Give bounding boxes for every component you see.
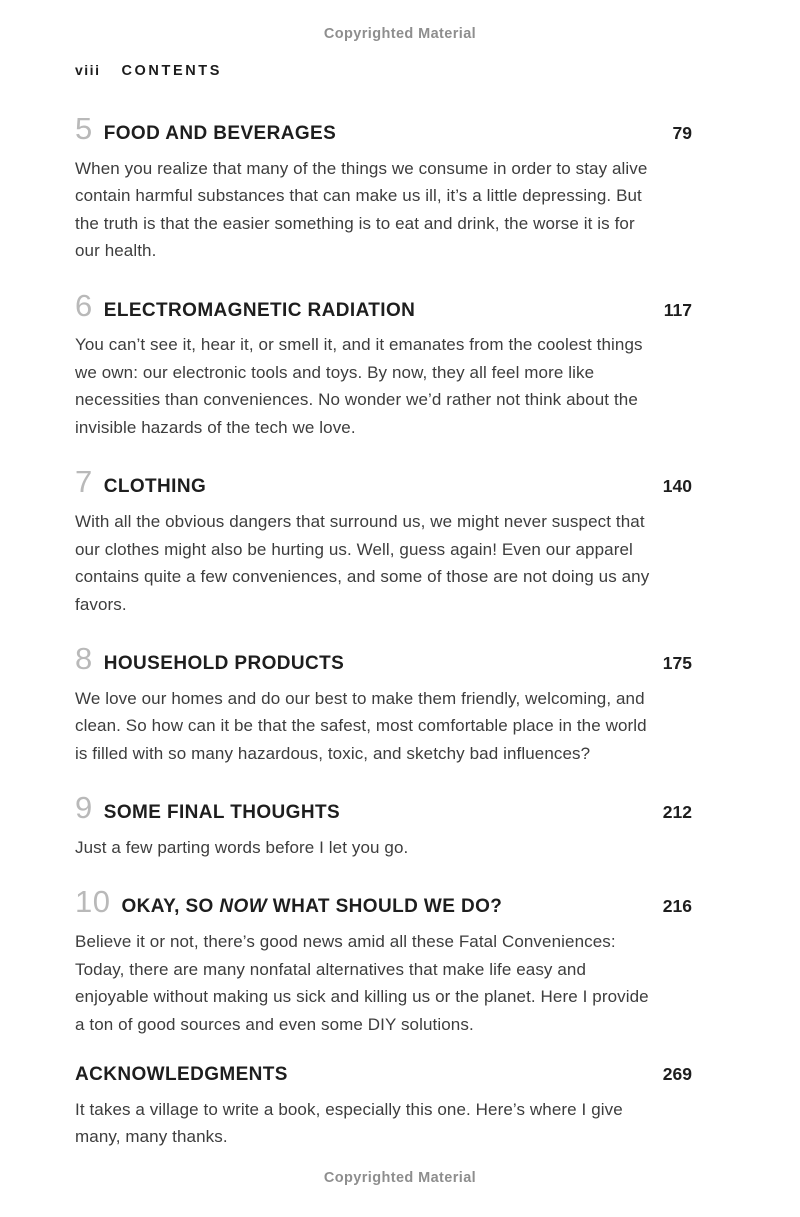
chapter-page-number: 216 bbox=[662, 896, 692, 917]
chapter-number: 6 bbox=[75, 287, 93, 323]
chapter-heading-row bbox=[75, 643, 692, 677]
toc-entry-chapter-9 bbox=[75, 792, 692, 861]
chapter-page-number: 175 bbox=[662, 653, 692, 674]
chapter-title: FOOD AND BEVERAGES bbox=[103, 123, 337, 144]
chapter-number: 8 bbox=[75, 641, 93, 677]
chapter-title: ELECTROMAGNETIC RADIATION bbox=[103, 299, 416, 321]
chapter-page-number: 117 bbox=[663, 299, 692, 320]
table-of-contents bbox=[75, 113, 692, 1151]
toc-entry-chapter-10 bbox=[75, 886, 692, 1038]
chapter-description: You can’t see it, hear it, or smell it, and it emanates from the coolest things we own: our electronic tools and toys. By now, they all feel more like necessities than conveniences. No wonder we’d rather not think about the invisible hazards of the tech we love. bbox=[75, 335, 643, 437]
chapter-title: SOME FINAL THOUGHTS bbox=[103, 802, 341, 824]
chapter-heading-row bbox=[75, 886, 692, 920]
chapter-description: We love our homes and do our best to make them friendly, welcoming, and clean. So how can it be that the safest, most comfortable place in the world is filled with so many hazardous, toxic, and sketchy bad influences? bbox=[75, 688, 647, 763]
chapter-heading-row bbox=[75, 287, 692, 324]
chapter-title: ACKNOWLEDGMENTS bbox=[75, 1064, 288, 1086]
toc-entry-chapter-6 bbox=[75, 287, 692, 442]
chapter-page-number: 140 bbox=[662, 476, 692, 497]
toc-entry-chapter-8 bbox=[75, 643, 692, 767]
running-head-contents: CONTENTS bbox=[121, 63, 223, 79]
toc-entry-chapter-7 bbox=[75, 466, 692, 618]
chapter-number: 5 bbox=[75, 111, 93, 146]
chapter-title: CLOTHING bbox=[103, 476, 207, 498]
chapter-title-part: WHAT SHOULD WE DO? bbox=[267, 896, 503, 918]
page-header bbox=[75, 62, 692, 79]
toc-entry-chapter-5 bbox=[75, 113, 692, 265]
chapter-description: When you realize that many of the things we consume in order to stay alive contain harmful substances that can make us ill, it’s a little depressing. But the truth is that the easier something is to eat and drink, the worse it is for our health. bbox=[75, 158, 648, 261]
chapter-number: 9 bbox=[75, 790, 93, 826]
chapter-description: It takes a village to write a book, especially this one. Here’s where I give many, many thanks. bbox=[75, 1099, 623, 1147]
chapter-number: 10 bbox=[75, 884, 111, 920]
chapter-description: Just a few parting words before I let you go. bbox=[75, 837, 409, 857]
chapter-title-part: OKAY, SO bbox=[121, 896, 220, 918]
copyright-watermark-top: Copyrighted Material bbox=[323, 26, 477, 42]
chapter-title-emphasis: NOW bbox=[219, 896, 268, 918]
chapter-heading-row bbox=[75, 792, 692, 826]
toc-entry-acknowledgments bbox=[75, 1063, 692, 1151]
chapter-heading-row bbox=[75, 466, 692, 500]
chapter-heading-row bbox=[75, 113, 692, 147]
chapter-page-number: 79 bbox=[672, 123, 692, 143]
chapter-title bbox=[121, 895, 502, 920]
chapter-number: 7 bbox=[75, 464, 93, 500]
copyright-watermark-bottom: Copyrighted Material bbox=[323, 1170, 477, 1186]
chapter-page-number: 212 bbox=[662, 802, 692, 823]
chapter-description: With all the obvious dangers that surround us, we might never suspect that our clothes might also be hurting us. Well, guess again! Even our apparel contains quite a few conveniences, and some of those are not doing us any favors. bbox=[75, 512, 650, 614]
chapter-page-number: 269 bbox=[662, 1064, 692, 1085]
chapter-heading-row bbox=[75, 1063, 692, 1088]
chapter-description: Believe it or not, there’s good news amid all these Fatal Conveniences: Today, there are many nonfatal alternatives that make life easy and enjoyable without making us sick and killing us or the planet. Here I provide a ton of good sources and even some DIY solutions. bbox=[75, 932, 649, 1034]
chapter-title: HOUSEHOLD PRODUCTS bbox=[103, 653, 345, 675]
folio-page-number: viii bbox=[75, 62, 101, 78]
